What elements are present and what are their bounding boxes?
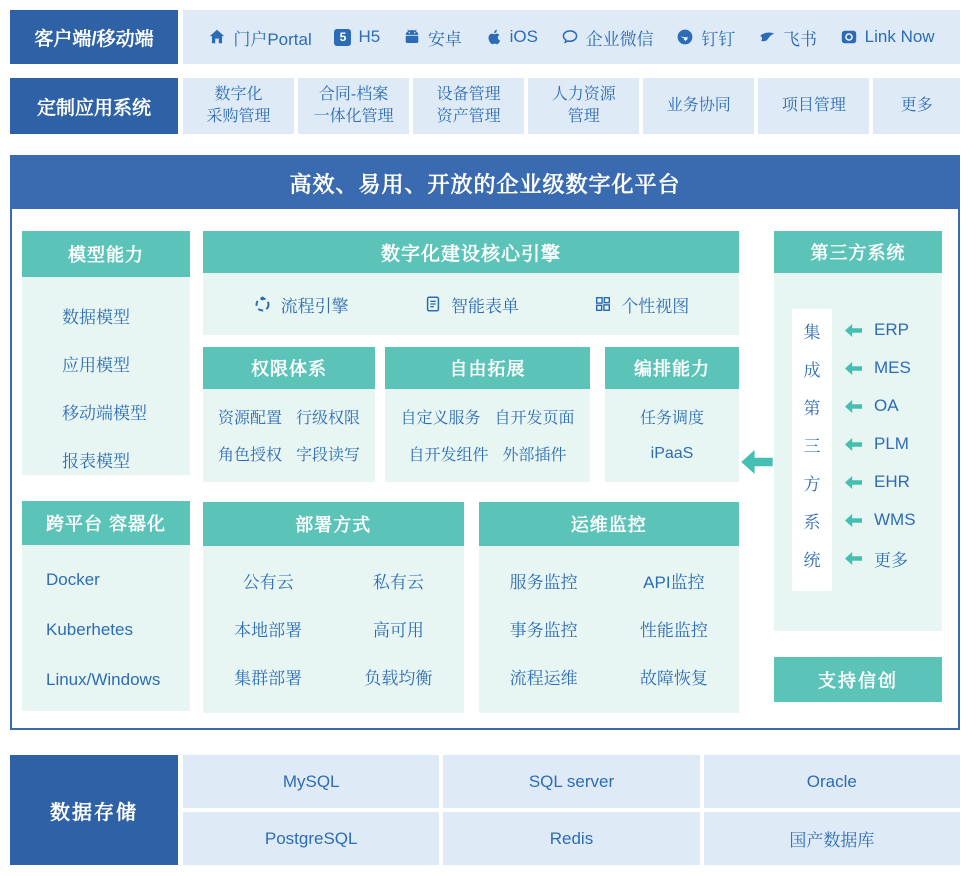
storage-grid bbox=[183, 755, 960, 865]
model-item: 应用模型 bbox=[62, 355, 130, 375]
client-item-label: H5 bbox=[358, 27, 381, 46]
deployment-box bbox=[203, 502, 464, 713]
platform-right-column bbox=[774, 231, 942, 730]
deployment-item: 本地部署 bbox=[234, 620, 303, 640]
orchestration-box bbox=[605, 347, 739, 482]
cross-item: Linux/Windows bbox=[46, 670, 161, 689]
ops-item: 故障恢复 bbox=[639, 668, 708, 688]
storage-cell-redis: Redis bbox=[443, 812, 699, 865]
storage-cell-domestic-db: 国产数据库 bbox=[704, 812, 960, 865]
deployment-item: 私有云 bbox=[372, 572, 424, 592]
storage-cell-sqlserver: SQL server bbox=[443, 755, 699, 808]
ops-row bbox=[479, 652, 740, 700]
client-item-label: 企业微信 bbox=[585, 29, 654, 49]
third-party-system: PLM bbox=[874, 434, 909, 453]
client-item-h5 bbox=[334, 27, 380, 47]
storage-band-label: 数据存储 bbox=[10, 755, 178, 865]
third-party-system: 更多 bbox=[874, 550, 908, 570]
auth-system-body bbox=[203, 389, 375, 482]
free-extension-header: 自由拓展 bbox=[385, 347, 590, 389]
client-item-label: iOS bbox=[509, 27, 538, 46]
storage-cell-postgresql: PostgreSQL bbox=[183, 812, 439, 865]
client-band-label: 客户端/移动端 bbox=[10, 10, 178, 64]
cell-line: 采购管理 bbox=[206, 108, 271, 125]
engine-item-label: 流程引擎 bbox=[280, 296, 349, 316]
vertical-char: 方 bbox=[803, 474, 821, 494]
client-item-label: 钉钉 bbox=[701, 29, 736, 49]
client-item-linknow bbox=[840, 27, 935, 47]
cell-line: 项目管理 bbox=[781, 97, 846, 115]
deployment-item: 高可用 bbox=[372, 620, 424, 640]
cross-platform-header: 跨平台 容器化 bbox=[22, 501, 190, 545]
engine-item-label: 智能表单 bbox=[450, 296, 519, 316]
client-item-label: Link Now bbox=[864, 27, 935, 46]
deployment-item: 公有云 bbox=[242, 572, 294, 592]
client-item-portal bbox=[208, 25, 311, 50]
third-party-row bbox=[774, 463, 942, 501]
model-capability-block bbox=[22, 231, 190, 475]
third-party-row bbox=[774, 501, 942, 539]
model-item: 报表模型 bbox=[62, 451, 130, 471]
deployment-body bbox=[203, 546, 464, 713]
client-band bbox=[10, 10, 960, 64]
custom-cell-more bbox=[873, 78, 960, 134]
cell-line: 一体化管理 bbox=[313, 108, 394, 125]
client-item-label: 飞书 bbox=[782, 29, 817, 49]
custom-band-label: 定制应用系统 bbox=[10, 78, 178, 134]
extend-item: 自开发页面 bbox=[494, 410, 575, 427]
third-party-row bbox=[774, 425, 942, 463]
vertical-char: 第 bbox=[803, 398, 821, 418]
cell-line: 合同-档案 bbox=[318, 86, 389, 104]
capability-boxes-row bbox=[203, 347, 739, 482]
third-party-system: OA bbox=[874, 396, 899, 415]
form-icon bbox=[424, 295, 442, 313]
custom-cell-equipment-asset bbox=[413, 78, 524, 134]
third-party-system: EHR bbox=[874, 472, 910, 491]
engine-item-label: 个性视图 bbox=[621, 296, 690, 316]
platform-title: 高效、易用、开放的企业级数字化平台 bbox=[12, 157, 958, 209]
third-party-header: 第三方系统 bbox=[774, 231, 942, 273]
orchestration-row bbox=[605, 398, 739, 435]
client-item-android bbox=[403, 25, 462, 50]
orchestration-item: 任务调度 bbox=[639, 410, 704, 427]
model-capability-header: 模型能力 bbox=[22, 231, 190, 277]
xinchuang-badge: 支持信创 bbox=[774, 657, 942, 702]
auth-item: 行级权限 bbox=[296, 410, 361, 427]
third-party-system: MES bbox=[874, 358, 911, 377]
vertical-char: 统 bbox=[803, 550, 821, 570]
custom-band bbox=[10, 78, 960, 134]
custom-band-items bbox=[183, 78, 960, 134]
third-party-system: ERP bbox=[874, 320, 909, 339]
engine-item-process bbox=[253, 292, 349, 317]
orchestration-row bbox=[605, 435, 739, 472]
arrow-left-icon bbox=[845, 400, 862, 413]
cross-item: Docker bbox=[46, 570, 100, 589]
model-item: 数据模型 bbox=[62, 307, 130, 327]
third-party-row bbox=[774, 311, 942, 349]
third-party-system: WMS bbox=[874, 510, 916, 529]
auth-system-box bbox=[203, 347, 375, 482]
cell-line: 数字化 bbox=[214, 86, 263, 104]
extend-item: 自开发组件 bbox=[408, 447, 489, 464]
ops-monitoring-box bbox=[479, 502, 740, 713]
engine-item-form bbox=[424, 292, 519, 317]
client-item-label: 安卓 bbox=[427, 29, 462, 49]
storage-band bbox=[10, 755, 960, 865]
client-item-dingtalk bbox=[676, 25, 735, 50]
deploy-ops-row bbox=[203, 502, 739, 713]
view-icon bbox=[594, 295, 612, 313]
feishu-icon bbox=[758, 28, 776, 46]
linknow-icon bbox=[840, 28, 858, 46]
client-item-ios bbox=[485, 27, 538, 47]
ops-item: 流程运维 bbox=[509, 668, 578, 688]
ops-monitoring-header: 运维监控 bbox=[479, 502, 740, 546]
model-capability-body bbox=[22, 277, 190, 475]
client-item-wecom bbox=[561, 25, 654, 50]
platform-body bbox=[12, 209, 958, 730]
cell-line: 更多 bbox=[900, 97, 933, 115]
auth-item: 资源配置 bbox=[217, 410, 282, 427]
cross-item: Kuberhetes bbox=[46, 620, 133, 639]
custom-cell-collaboration bbox=[643, 78, 754, 134]
arrow-left-icon bbox=[845, 514, 862, 527]
vertical-char: 集 bbox=[803, 322, 821, 342]
deployment-row bbox=[203, 652, 464, 700]
custom-cell-hr bbox=[528, 78, 639, 134]
h5-icon: 5 bbox=[334, 29, 351, 46]
extend-item: 外部插件 bbox=[502, 447, 567, 464]
auth-system-header: 权限体系 bbox=[203, 347, 375, 389]
orchestration-body bbox=[605, 389, 739, 482]
storage-cell-oracle: Oracle bbox=[704, 755, 960, 808]
vertical-char: 成 bbox=[803, 360, 821, 380]
client-band-items bbox=[183, 10, 960, 64]
auth-row bbox=[203, 435, 375, 472]
ops-item: 服务监控 bbox=[509, 572, 578, 592]
cell-line: 管理 bbox=[567, 108, 600, 125]
cell-line: 业务协同 bbox=[666, 97, 731, 115]
platform-center-column bbox=[203, 231, 739, 730]
cross-platform-body bbox=[22, 545, 190, 711]
client-item-label: 门户Portal bbox=[233, 29, 312, 49]
core-engine-header: 数字化建设核心引擎 bbox=[203, 231, 739, 273]
deployment-item: 集群部署 bbox=[234, 668, 303, 688]
cell-line: 人力资源 bbox=[551, 86, 616, 104]
deployment-item: 负载均衡 bbox=[364, 668, 433, 688]
ops-item: 性能监控 bbox=[639, 620, 708, 640]
engine-item-view bbox=[594, 292, 689, 317]
ops-monitoring-body bbox=[479, 546, 740, 713]
deployment-row bbox=[203, 556, 464, 604]
deployment-row bbox=[203, 604, 464, 652]
process-icon bbox=[253, 295, 272, 314]
model-item: 移动端模型 bbox=[62, 403, 147, 423]
custom-cell-project bbox=[758, 78, 869, 134]
arrow-left-icon bbox=[845, 552, 862, 565]
deployment-header: 部署方式 bbox=[203, 502, 464, 546]
apple-icon bbox=[485, 28, 503, 46]
platform-left-column bbox=[22, 231, 190, 730]
arrow-left-icon bbox=[845, 438, 862, 451]
orchestration-item: iPaaS bbox=[650, 444, 694, 462]
auth-item: 角色授权 bbox=[217, 447, 282, 464]
storage-cell-mysql: MySQL bbox=[183, 755, 439, 808]
client-item-feishu bbox=[758, 25, 817, 50]
ops-item: 事务监控 bbox=[509, 620, 578, 640]
custom-cell-procurement bbox=[183, 78, 294, 134]
extend-item: 自定义服务 bbox=[400, 410, 481, 427]
third-party-body bbox=[774, 273, 942, 631]
orchestration-header: 编排能力 bbox=[605, 347, 739, 389]
vertical-char: 系 bbox=[803, 512, 821, 532]
vertical-char: 三 bbox=[803, 436, 821, 456]
arrow-left-icon bbox=[845, 362, 862, 375]
auth-row bbox=[203, 398, 375, 435]
cross-platform-block bbox=[22, 501, 190, 711]
core-engine-body bbox=[203, 273, 739, 335]
ops-row bbox=[479, 556, 740, 604]
third-party-row bbox=[774, 539, 942, 577]
cell-line: 设备管理 bbox=[436, 86, 501, 104]
cell-line: 资产管理 bbox=[436, 108, 501, 125]
ops-item: API监控 bbox=[643, 572, 705, 592]
home-icon bbox=[208, 28, 226, 46]
platform-panel bbox=[10, 155, 960, 730]
arrow-left-icon bbox=[845, 324, 862, 337]
free-extension-box bbox=[385, 347, 590, 482]
third-party-row bbox=[774, 349, 942, 387]
auth-item: 字段读写 bbox=[296, 447, 361, 464]
free-extension-body bbox=[385, 389, 590, 482]
wecom-icon bbox=[561, 28, 579, 46]
extend-row bbox=[385, 435, 590, 472]
dingtalk-icon bbox=[676, 28, 694, 46]
android-icon bbox=[403, 28, 421, 46]
big-arrow-left-icon bbox=[740, 450, 774, 479]
core-engine-block bbox=[203, 231, 739, 335]
arrow-left-icon bbox=[845, 476, 862, 489]
custom-cell-contract-archive bbox=[298, 78, 409, 134]
ops-row bbox=[479, 604, 740, 652]
extend-row bbox=[385, 398, 590, 435]
third-party-row bbox=[774, 387, 942, 425]
